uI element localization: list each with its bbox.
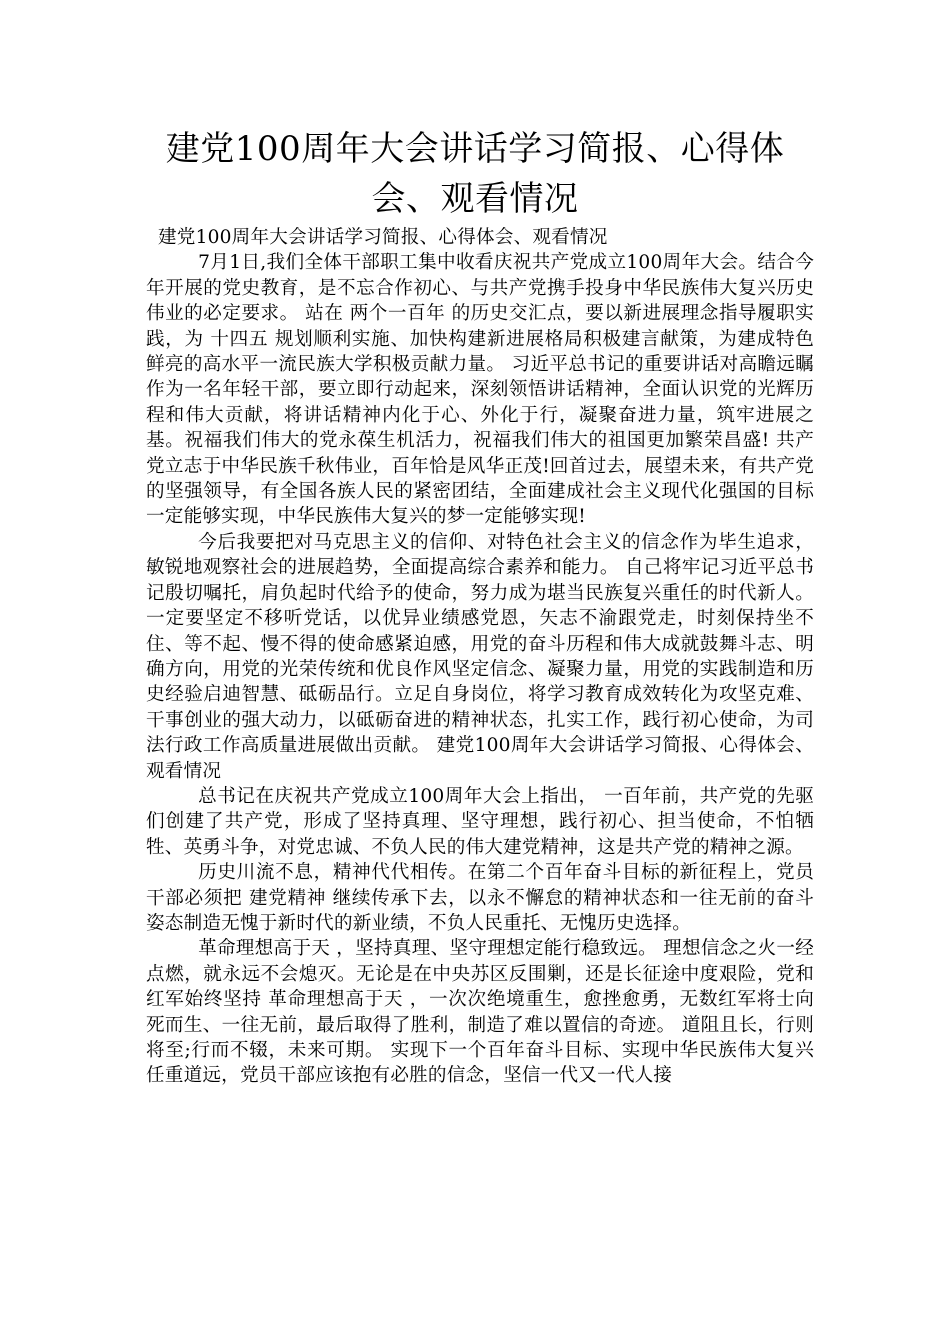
paragraph-1: 7月1日,我们全体干部职工集中收看庆祝共产党成立100周年大会。结合今年开展的党史教育，是不忘合作初心、与共产党携手投身中华民族伟大复兴历史伟业的必定要求。 站在 两个一百年 的历史交汇点，要以新进展理念指导履职实践，为 十四五 规划顺利实施、加快构建新进展格局积极建言献策，为建成特色鲜亮的高水平一流民族大学积极贡献力量。 习近平总书记的重要讲话对高瞻远瞩 作为一名年轻干部，要立即行动起来，深刻领悟讲话精神，全面认识党的光辉历程和伟大贡献，将讲话精神内化于心、外化于行，凝聚奋进力量，筑牢进展之基。祝福我们伟大的党永葆生机活力，祝福我们伟大的祖国更加繁荣昌盛! 共产党立志于中华民族千秋伟业，百年恰是风华正茂!回首过去，展望未来，有共产党的坚强领导，有全国各族人民的紧密团结，全面建成社会主义现代化强国的目标一定能够实现，中华民族伟大复兴的梦一定能够实现! (146, 252, 814, 528)
paragraph-3: 总书记在庆祝共产党成立100周年大会上指出， 一百年前，共产党的先驱们创建了共产党，形成了坚持真理、坚守理想，践行初心、担当使命，不怕牺牲、英勇斗争，对党忠诚、不负人民的伟大建党精神，这是共产党的精神之源。 (146, 785, 814, 858)
paragraph-5: 革命理想高于天 ，坚持真理、坚守理想定能行稳致远。 理想信念之火一经点燃，就永远不会熄灭。无论是在中央苏区反围剿，还是长征途中度艰险，党和红军始终坚持 革命理想高于天 ，一次次绝境重生，愈挫愈勇，无数红军将士向死而生、一往无前，最后取得了胜利，制造了难以置信的奇迹。 道阻且长，行则将至;行而不辍，未来可期。 实现下一个百年奋斗目标、实现中华民族伟大复兴任重道远，党员干部应该抱有必胜的信念，坚信一代又一代人接 (146, 938, 814, 1087)
paragraph-2: 今后我要把对马克思主义的信仰、对特色社会主义的信念作为毕生追求，敏锐地观察社会的进展趋势，全面提高综合素养和能力。 自己将牢记习近平总书记殷切嘱托，肩负起时代给予的使命，努力成为堪当民族复兴重任的时代新人。一定要坚定不移听党话，以优异业绩感党恩，矢志不渝跟党走，时刻保持坐不住、等不起、慢不得的使命感紧迫感，用党的奋斗历程和伟大成就鼓舞斗志、明确方向，用党的光荣传统和优良作风坚定信念、凝聚力量，用党的实践制造和历史经验启迪智慧、砥砺品行。立足自身岗位，将学习教育成效转化为攻坚克难、干事创业的强大动力，以砥砺奋进的精神状态，扎实工作，践行初心使命，为司法行政工作高质量进展做出贡献。 建党100周年大会讲话学习简报、心得体会、观看情况 (146, 531, 814, 782)
document-body (146, 225, 814, 1089)
paragraph-4: 历史川流不息，精神代代相传。在第二个百年奋斗目标的新征程上，党员干部必须把 建党精神 继续传承下去，以永不懈怠的精神状态和一往无前的奋斗姿态制造无愧于新时代的新业绩，不负人民重托、无愧历史选择。 (146, 862, 814, 934)
document-subtitle: 建党100周年大会讲话学习简报、心得体会、观看情况 (158, 227, 608, 248)
document-title: 建党100周年大会讲话学习简报、心得体会、观看情况 (165, 129, 785, 219)
